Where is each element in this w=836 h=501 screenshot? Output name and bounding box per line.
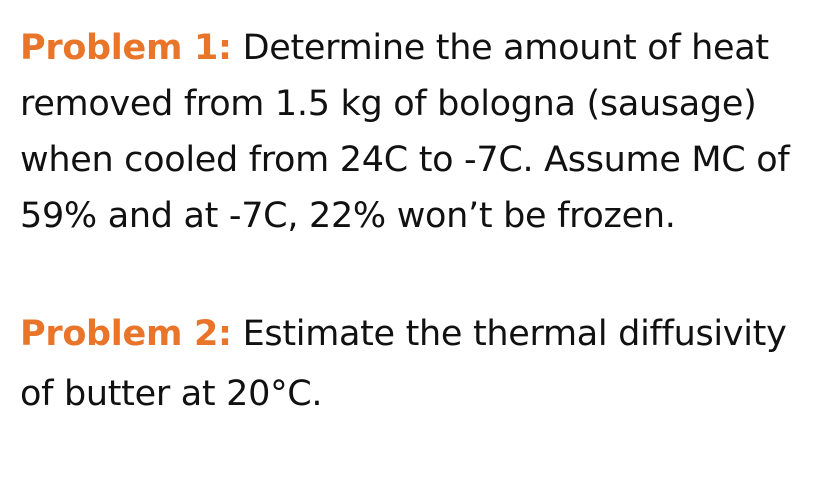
problem-1	[20, 20, 826, 244]
problem-2	[20, 304, 826, 424]
problem-1-label: Problem 1:	[20, 28, 232, 68]
problem-1-text: Determine the amount of heat removed from 1.5 kg of bologna (sausage) when cooled from 24C to -7C. Assume MC of 59% and at -7C, 22% won’t be frozen.	[20, 28, 790, 236]
problem-2-label: Problem 2:	[20, 314, 232, 354]
problem-2-text: Estimate the thermal diffusivity of butter at 20°C.	[20, 314, 787, 414]
